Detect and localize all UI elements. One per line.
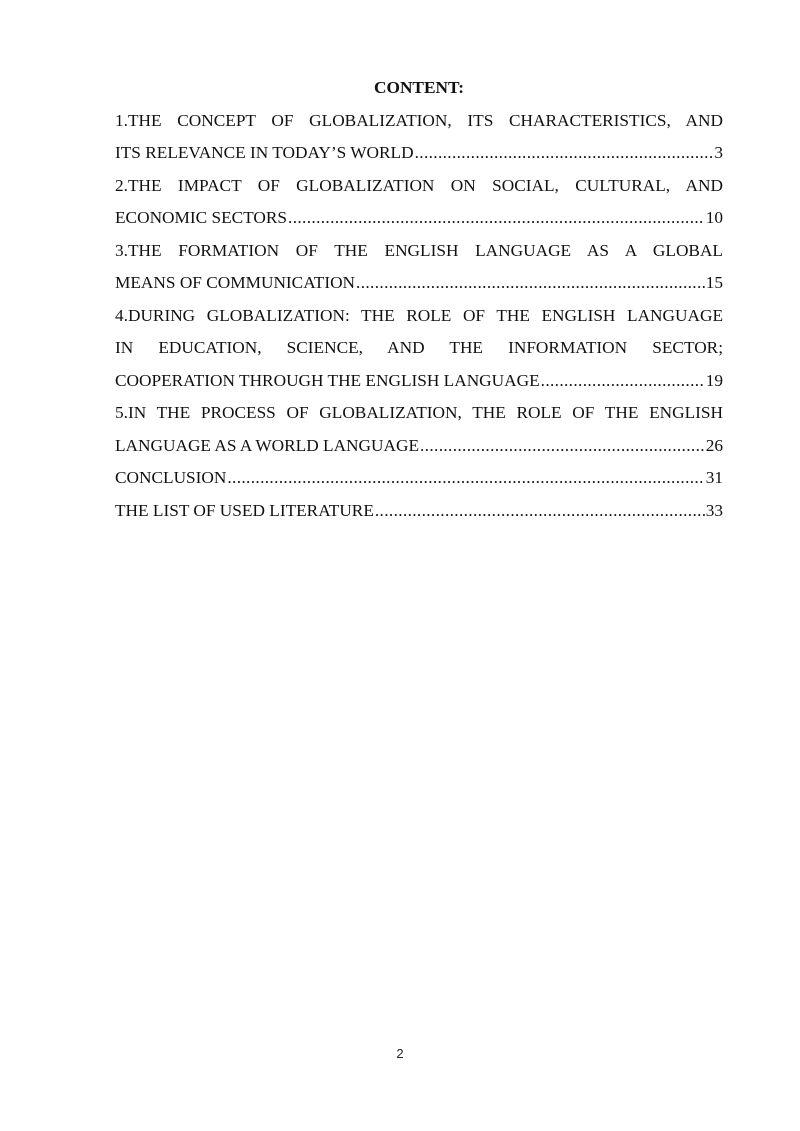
toc-entry-title-end: LANGUAGE AS A WORLD LANGUAGE xyxy=(115,435,420,455)
toc-entry-line: 2.THE IMPACT OF GLOBALIZATION ON SOCIAL, CULTURAL, AND xyxy=(115,175,723,195)
toc-entry-3[interactable] xyxy=(115,235,723,300)
toc-page-number: 15 xyxy=(705,273,723,292)
toc-entry-final-line xyxy=(115,267,723,300)
toc-heading: CONTENT: xyxy=(374,78,464,97)
toc-entry-line: 4.DURING GLOBALIZATION: THE ROLE OF THE ENGLISH LANGUAGE xyxy=(115,305,723,325)
toc-entry-literature[interactable] xyxy=(115,495,723,528)
toc-entry-title-end: MEANS OF COMMUNICATION xyxy=(115,273,356,292)
toc-entry-final-line xyxy=(115,430,723,463)
toc-page-number: 10 xyxy=(705,208,723,227)
toc-entry-line: IN EDUCATION, SCIENCE, AND THE INFORMATION SECTOR; xyxy=(115,338,723,357)
dot-leader xyxy=(227,462,704,495)
toc-entry-title-end: THE LIST OF USED LITERATURE xyxy=(115,500,374,520)
toc-entry-title-end: ECONOMIC SECTORS xyxy=(115,208,288,227)
dot-leader xyxy=(375,495,705,528)
toc-page-number: 3 xyxy=(714,143,723,162)
toc-page-number: 19 xyxy=(705,370,723,390)
toc-entry-1[interactable] xyxy=(115,105,723,170)
dot-leader xyxy=(541,365,705,398)
dot-leader xyxy=(288,202,705,235)
toc-entry-final-line xyxy=(115,137,723,170)
toc-entry-line: 1.THE CONCEPT OF GLOBALIZATION, ITS CHARACTERISTICS, AND xyxy=(115,110,723,130)
toc-page-number: 31 xyxy=(705,468,723,487)
toc-entry-title-end: ITS RELEVANCE IN TODAY’S WORLD xyxy=(115,143,414,162)
toc-entry-2[interactable] xyxy=(115,170,723,235)
toc-entry-final-line xyxy=(115,462,723,495)
toc-entry-4[interactable] xyxy=(115,300,723,398)
toc-page-number: 26 xyxy=(705,435,723,455)
dot-leader xyxy=(356,267,705,300)
dot-leader xyxy=(415,137,714,170)
toc-entry-line: 3.THE FORMATION OF THE ENGLISH LANGUAGE AS A GLOBAL xyxy=(115,240,723,260)
toc-entry-title-end: CONCLUSION xyxy=(115,468,227,487)
toc-page-number: 33 xyxy=(705,500,723,520)
table-of-contents xyxy=(115,72,723,527)
toc-entry-5[interactable] xyxy=(115,397,723,462)
toc-entry-final-line xyxy=(115,495,723,528)
toc-entry-final-line xyxy=(115,365,723,398)
toc-entry-conclusion[interactable] xyxy=(115,462,723,495)
page-number: 2 xyxy=(396,1046,404,1061)
toc-entry-final-line xyxy=(115,202,723,235)
toc-entry-title-end: COOPERATION THROUGH THE ENGLISH LANGUAGE xyxy=(115,370,540,390)
dot-leader xyxy=(420,430,705,463)
toc-entry-line: 5.IN THE PROCESS OF GLOBALIZATION, THE ROLE OF THE ENGLISH xyxy=(115,403,723,422)
